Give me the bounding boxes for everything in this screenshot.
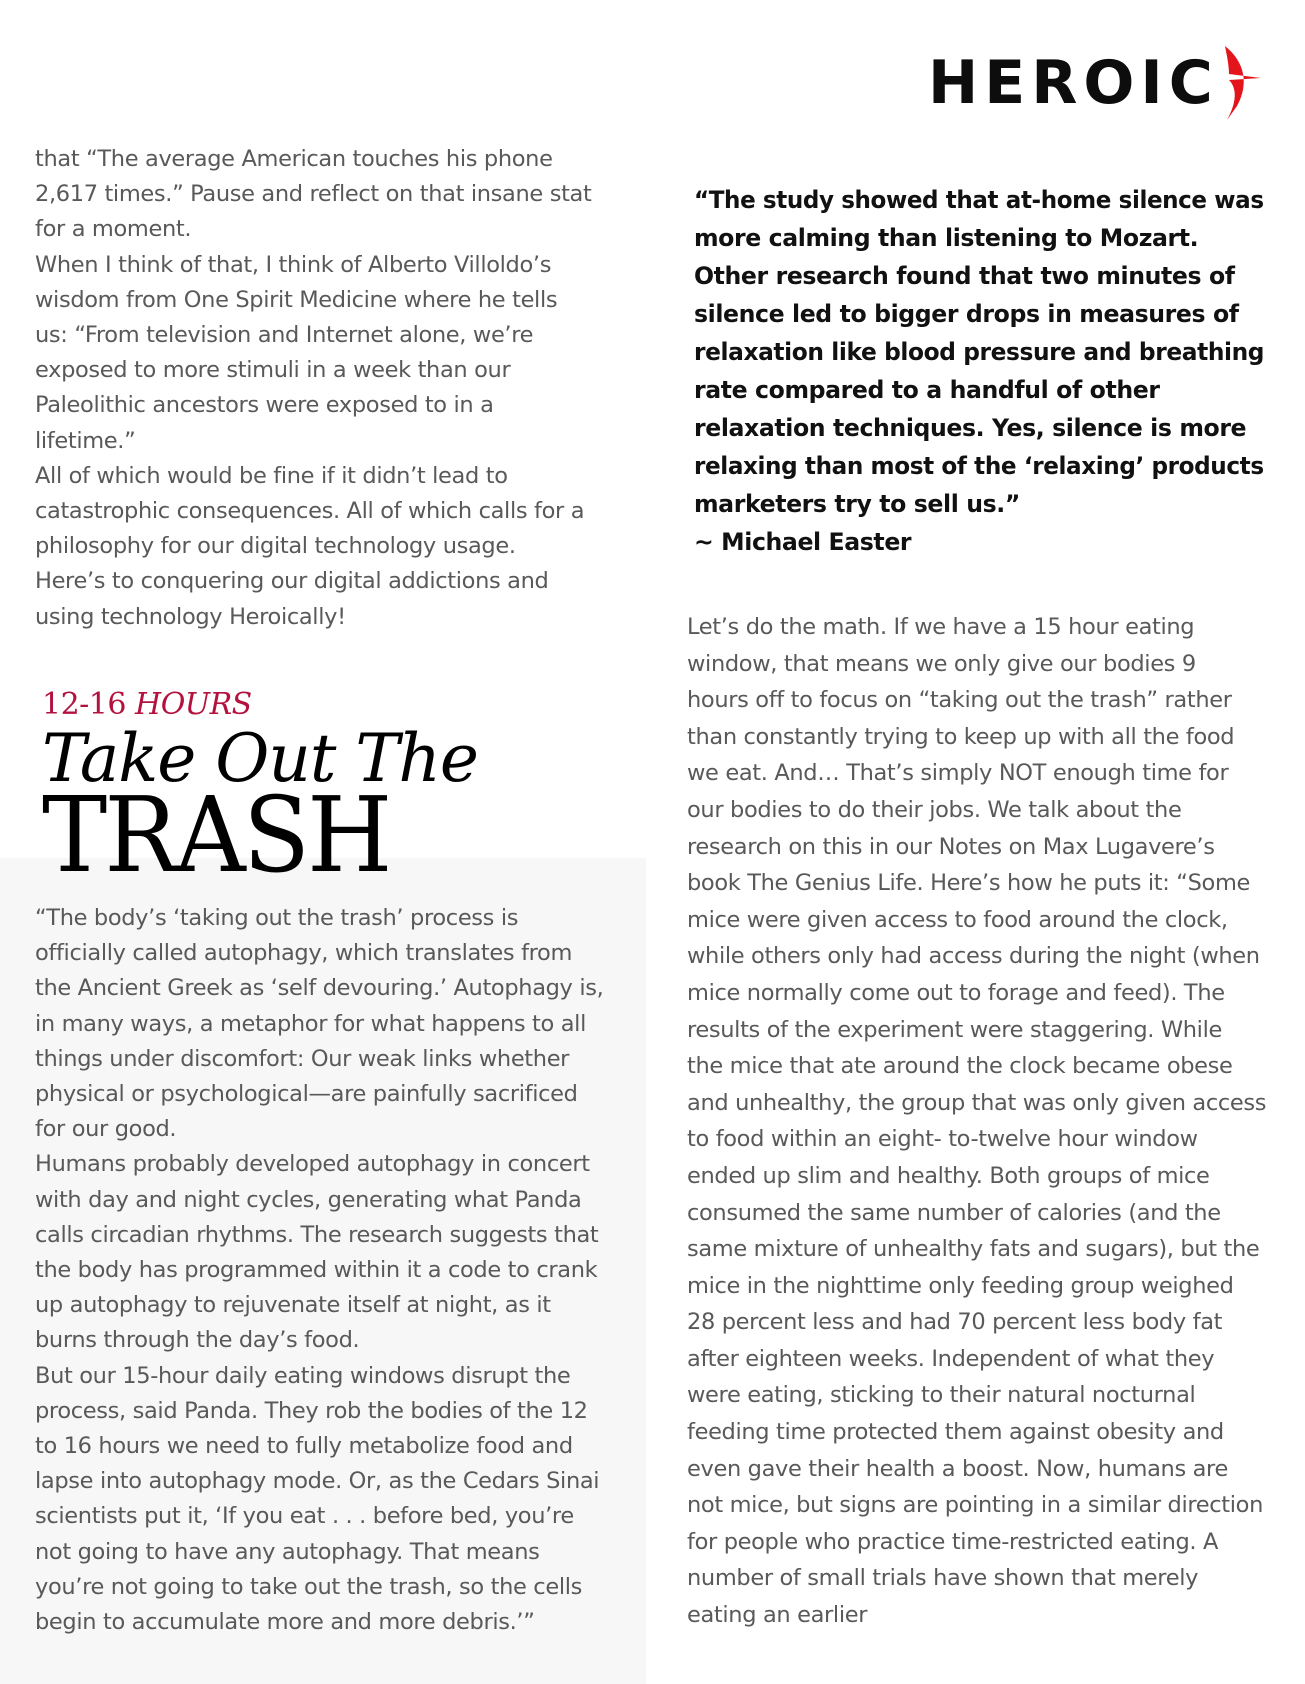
text-line: while others only had access during the night (when xyxy=(687,943,1260,970)
text-line: for our good. xyxy=(35,1116,177,1143)
section-title-line2: TRASH xyxy=(42,774,390,896)
text-line: physical or psychological—are painfully sacrificed xyxy=(35,1081,578,1108)
section-kicker xyxy=(42,688,478,722)
text-line: “The body’s ‘taking out the trash’ process is xyxy=(35,905,519,931)
text-line: book The Genius Life. Here’s how he puts it: “Some xyxy=(687,870,1251,897)
text-line: process, said Panda. They rob the bodies of the 12 xyxy=(35,1397,588,1424)
text-line: in many ways, a metaphor for what happens to all xyxy=(35,1010,586,1037)
text-line: But our 15-hour daily eating windows disrupt the xyxy=(35,1362,571,1389)
text-line: wisdom from One Spirit Medicine where he tells xyxy=(35,286,558,313)
text-line: scientists put it, ‘If you eat . . . before bed, you’re xyxy=(35,1503,574,1530)
quote-attribution: ~ Michael Easter xyxy=(694,528,912,556)
text-line: the Ancient Greek as ‘self devouring.’ Autophagy is, xyxy=(35,975,604,1002)
intro-column xyxy=(35,142,591,635)
text-line: with day and night cycles, generating what Panda xyxy=(35,1186,582,1213)
text-line: you’re not going to take out the trash, so the cells xyxy=(35,1573,582,1600)
text-line: lifetime.” xyxy=(35,427,136,454)
text-line: and unhealthy, the group that was only given access xyxy=(687,1089,1267,1116)
text-line: we eat. And… That’s simply NOT enough time for xyxy=(687,760,1229,787)
quote-line: rate compared to a handful of other xyxy=(694,376,1160,404)
text-line: to food within an eight- to-twelve hour window xyxy=(687,1126,1198,1153)
text-line: our bodies to do their jobs. We talk about the xyxy=(687,796,1182,823)
text-line: 2,617 times.” Pause and reflect on that insane stat xyxy=(35,181,592,208)
section-title-line1: Take Out The xyxy=(42,720,478,797)
text-line: calls circadian rhythms. The research suggests that xyxy=(35,1221,599,1248)
text-line: lapse into autophagy mode. Or, as the Cedars Sinai xyxy=(35,1468,600,1495)
text-line: All of which would be fine if it didn’t lead to xyxy=(35,462,508,489)
text-line: When I think of that, I think of Alberto Villoldo’s xyxy=(35,251,552,278)
text-line: not mice, but signs are pointing in a similar direction xyxy=(687,1492,1264,1519)
text-line: using technology Heroically! xyxy=(35,603,346,630)
text-line: number of small trials have shown that merely xyxy=(687,1565,1199,1592)
text-line: Paleolithic ancestors were exposed to in a xyxy=(35,392,494,419)
quote-line: Other research found that two minutes of xyxy=(694,262,1235,290)
quote-line: “The study showed that at-home silence was xyxy=(694,186,1264,214)
quote-line: more calming than listening to Mozart. xyxy=(694,224,1199,252)
swallow-bird-icon xyxy=(1215,44,1263,122)
text-line: mice were given access to food around the clock, xyxy=(687,906,1228,933)
text-line: after eighteen weeks. Independent of what they xyxy=(687,1345,1215,1372)
text-line: burns through the day’s food. xyxy=(35,1327,360,1354)
quote-line: relaxation like blood pressure and breathing xyxy=(694,338,1265,366)
text-line: Here’s to conquering our digital addictions and xyxy=(35,568,549,595)
text-line: than constantly trying to keep up with all the food xyxy=(687,723,1235,750)
text-line: that “The average American touches his phone xyxy=(35,146,553,172)
math-column xyxy=(687,609,1266,1634)
text-line: for a moment. xyxy=(35,216,192,243)
quote-line: silence led to bigger drops in measures of xyxy=(694,300,1239,328)
text-line: philosophy for our digital technology usage. xyxy=(35,533,516,560)
text-line: the body has programmed within it a code to crank xyxy=(35,1257,598,1284)
text-line: catastrophic consequences. All of which calls for a xyxy=(35,498,585,525)
text-line: mice in the nighttime only feeding group weighed xyxy=(687,1272,1234,1299)
text-line: hours off to focus on “taking out the trash” rather xyxy=(687,687,1232,714)
text-line: up autophagy to rejuvenate itself at night, as it xyxy=(35,1292,551,1319)
text-line: even gave their health a boost. Now, humans are xyxy=(687,1455,1228,1482)
text-line: 28 percent less and had 70 percent less body fat xyxy=(687,1309,1223,1336)
text-line: consumed the same number of calories (and the xyxy=(687,1199,1221,1226)
quote-line: marketers try to sell us.” xyxy=(694,490,1020,518)
text-line: feeding time protected them against obesity and xyxy=(687,1419,1224,1446)
text-line: to 16 hours we need to fully metabolize food and xyxy=(35,1433,573,1460)
text-line: Humans probably developed autophagy in concert xyxy=(35,1151,590,1178)
text-line: same mixture of unhealthy fats and sugars), but the xyxy=(687,1236,1260,1263)
kicker-word: HOURS xyxy=(135,687,252,722)
heroic-logo xyxy=(928,48,1263,118)
quote-line: relaxation techniques. Yes, silence is more xyxy=(694,414,1247,442)
text-line: officially called autophagy, which translates from xyxy=(35,940,573,967)
text-line: things under discomfort: Our weak links whether xyxy=(35,1045,570,1072)
text-line: begin to accumulate more and more debris.’” xyxy=(35,1609,535,1636)
text-line: for people who practice time-restricted eating. A xyxy=(687,1528,1219,1555)
text-line: window, that means we only give our bodies 9 xyxy=(687,650,1196,677)
section-heading xyxy=(42,687,478,896)
text-line: research on this in our Notes on Max Lugavere’s xyxy=(687,833,1215,860)
text-line: results of the experiment were staggering. While xyxy=(687,1016,1222,1043)
pull-quote xyxy=(694,181,1278,561)
logo-wordmark: HEROIC xyxy=(928,48,1219,118)
text-line: exposed to more stimuli in a week than our xyxy=(35,357,511,384)
kicker-number: 12-16 xyxy=(42,687,126,722)
text-line: us: “From television and Internet alone, we’re xyxy=(35,322,534,349)
text-line: were eating, sticking to their natural nocturnal xyxy=(687,1382,1196,1409)
text-line: the mice that ate around the clock became obese xyxy=(687,1053,1233,1080)
text-line: not going to have any autophagy. That means xyxy=(35,1538,540,1565)
text-line: ended up slim and healthy. Both groups of mice xyxy=(687,1162,1210,1189)
quote-line: relaxing than most of the ‘relaxing’ products xyxy=(694,452,1264,480)
autophagy-column xyxy=(35,901,603,1640)
text-line: Let’s do the math. If we have a 15 hour eating xyxy=(687,614,1195,640)
text-line: mice normally come out to forage and feed). The xyxy=(687,979,1225,1006)
text-line: eating an earlier xyxy=(687,1602,868,1629)
